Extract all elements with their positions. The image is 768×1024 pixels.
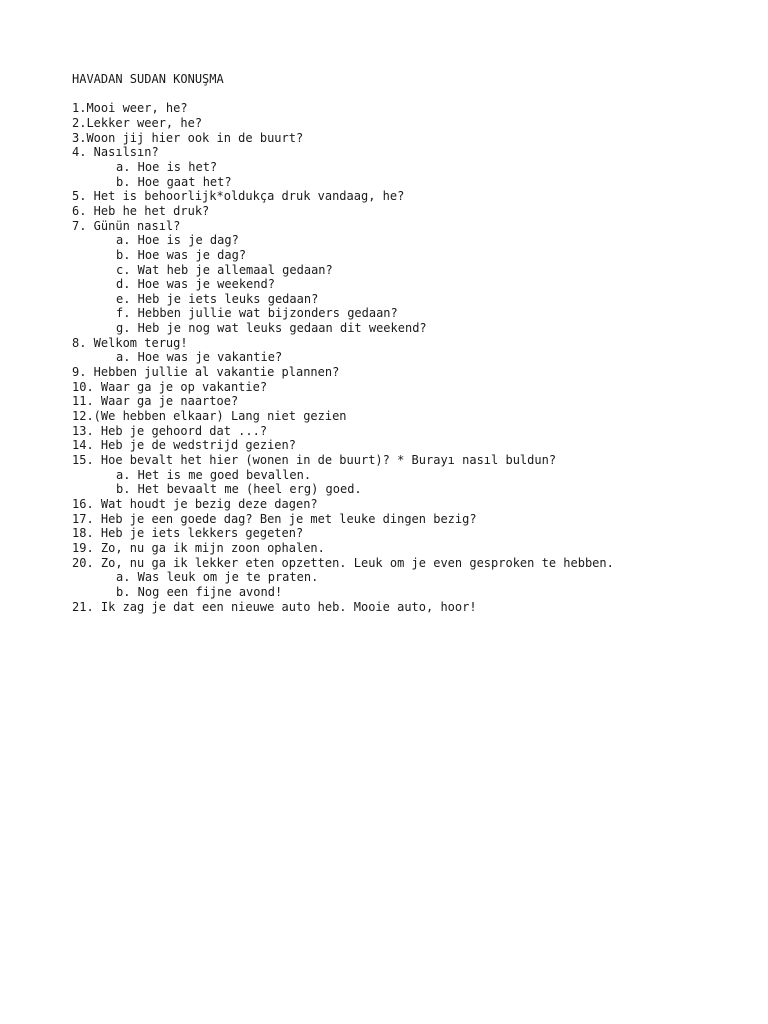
document-title: HAVADAN SUDAN KONUŞMA: [72, 72, 224, 86]
list-item: 18. Heb je iets lekkers gegeten?: [72, 526, 304, 541]
list-item: 7. Günün nasıl?: [72, 218, 181, 233]
list-item: 5. Het is behoorlijk*oldukça druk vandaag, he?: [72, 189, 405, 204]
list-item: 8. Welkom terug!: [72, 335, 188, 350]
list-item: 16. Wat houdt je bezig deze dagen?: [72, 497, 318, 512]
list-subitem: a. Het is me goed bevallen.: [116, 467, 312, 482]
list-item: 2.Lekker weer, he?: [72, 115, 203, 130]
list-subitem: g. Heb je nog wat leuks gedaan dit weekend?: [116, 321, 427, 336]
list-item: 11. Waar ga je naartoe?: [72, 394, 239, 409]
list-subitem: d. Hoe was je weekend?: [116, 277, 275, 292]
list-item: 19. Zo, nu ga ik mijn zoon ophalen.: [72, 540, 325, 555]
list-subitem: e. Heb je iets leuks gedaan?: [116, 291, 319, 306]
list-item: 12.(We hebben elkaar) Lang niet gezien: [72, 409, 347, 424]
list-item: 9. Hebben jullie al vakantie plannen?: [72, 365, 340, 380]
list-subitem: b. Het bevaalt me (heel erg) goed.: [116, 482, 362, 497]
list-item: 21. Ik zag je dat een nieuwe auto heb. Mooie auto, hoor!: [72, 599, 477, 614]
phrase-list: [72, 101, 752, 614]
list-subitem: a. Hoe was je vakantie?: [116, 350, 283, 365]
list-subitem: b. Nog een fijne avond!: [116, 584, 283, 599]
list-item: 20. Zo, nu ga ik lekker eten opzetten. Leuk om je even gesproken te hebben.: [72, 555, 614, 570]
list-item: 6. Heb he het druk?: [72, 203, 210, 218]
list-subitem: a. Hoe is je dag?: [116, 233, 239, 248]
list-subitem: f. Hebben jullie wat bijzonders gedaan?: [116, 306, 398, 321]
list-subitem: b. Hoe was je dag?: [116, 247, 247, 262]
list-subitem: b. Hoe gaat het?: [116, 174, 232, 189]
list-item: 14. Heb je de wedstrijd gezien?: [72, 438, 296, 453]
list-item: 10. Waar ga je op vakantie?: [72, 379, 268, 394]
list-subitem: a. Hoe is het?: [116, 159, 218, 174]
list-item: 13. Heb je gehoord dat ...?: [72, 423, 268, 438]
list-subitem: a. Was leuk om je te praten.: [116, 570, 319, 585]
list-item: 15. Hoe bevalt het hier (wonen in de buurt)? * Burayı nasıl buldun?: [72, 453, 557, 468]
document-page: [72, 72, 752, 614]
list-item: 17. Heb je een goede dag? Ben je met leuke dingen bezig?: [72, 511, 477, 526]
list-item: 4. Nasılsın?: [72, 145, 159, 160]
list-item: 1.Mooi weer, he?: [72, 101, 188, 116]
list-subitem: c. Wat heb je allemaal gedaan?: [116, 262, 333, 277]
list-item: 3.Woon jij hier ook in de buurt?: [72, 130, 304, 145]
